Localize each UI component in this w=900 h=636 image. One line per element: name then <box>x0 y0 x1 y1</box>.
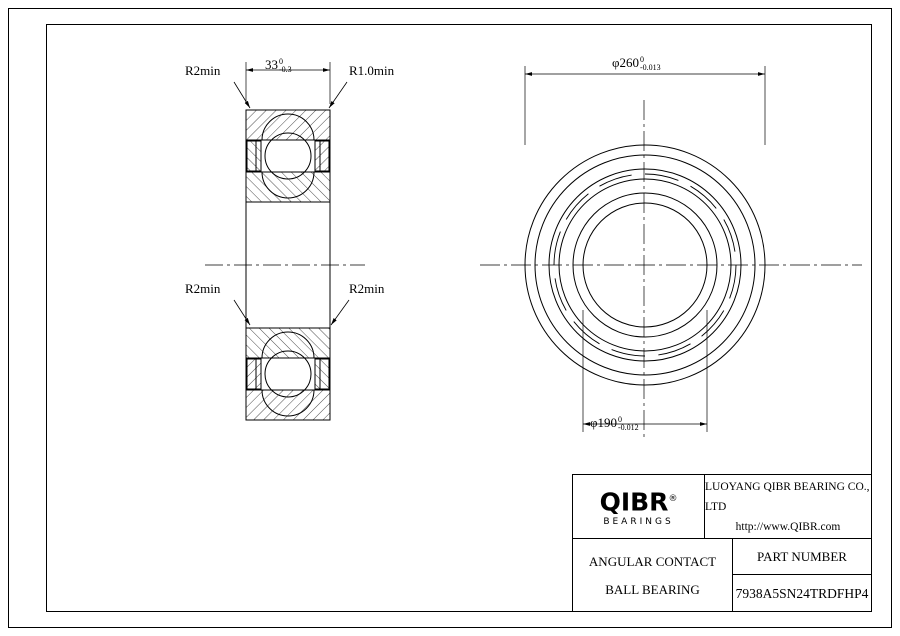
registered-trademark-icon: ® <box>668 493 678 504</box>
logo-wordmark: QIBR® <box>599 487 678 517</box>
product-description-line1: ANGULAR CONTACT <box>588 553 717 569</box>
section-view <box>205 62 365 420</box>
label-r2min-bottom-left: R2min <box>185 281 221 296</box>
front-view <box>480 66 862 440</box>
part-number-label: PART NUMBER <box>733 539 871 575</box>
label-r2min-top-left: R2min <box>185 63 221 78</box>
title-block-body-row <box>573 539 871 612</box>
part-number-section <box>733 539 871 612</box>
company-url: http://www.QIBR.com <box>735 520 841 533</box>
label-inner-diameter: φ190 0 -0.012 <box>590 415 639 433</box>
title-block-header-row <box>573 475 871 539</box>
logo-subtitle: BEARINGS <box>603 517 674 528</box>
product-description-line2: BALL BEARING <box>605 581 700 597</box>
company-info <box>705 475 871 538</box>
title-block <box>572 474 872 612</box>
product-description <box>573 539 733 612</box>
company-name: LUOYANG QIBR BEARING CO., LTD <box>705 480 870 513</box>
part-number-value: 7938A5SN24TRDFHP4 <box>735 585 869 601</box>
label-width-dimension: 33 0 -0.3 <box>265 57 292 75</box>
label-outer-diameter: φ260 0 -0.013 <box>612 55 661 73</box>
label-r1-0min-top-right: R1.0min <box>349 63 395 78</box>
company-logo <box>573 475 705 538</box>
label-r2min-bottom-right: R2min <box>349 281 385 296</box>
